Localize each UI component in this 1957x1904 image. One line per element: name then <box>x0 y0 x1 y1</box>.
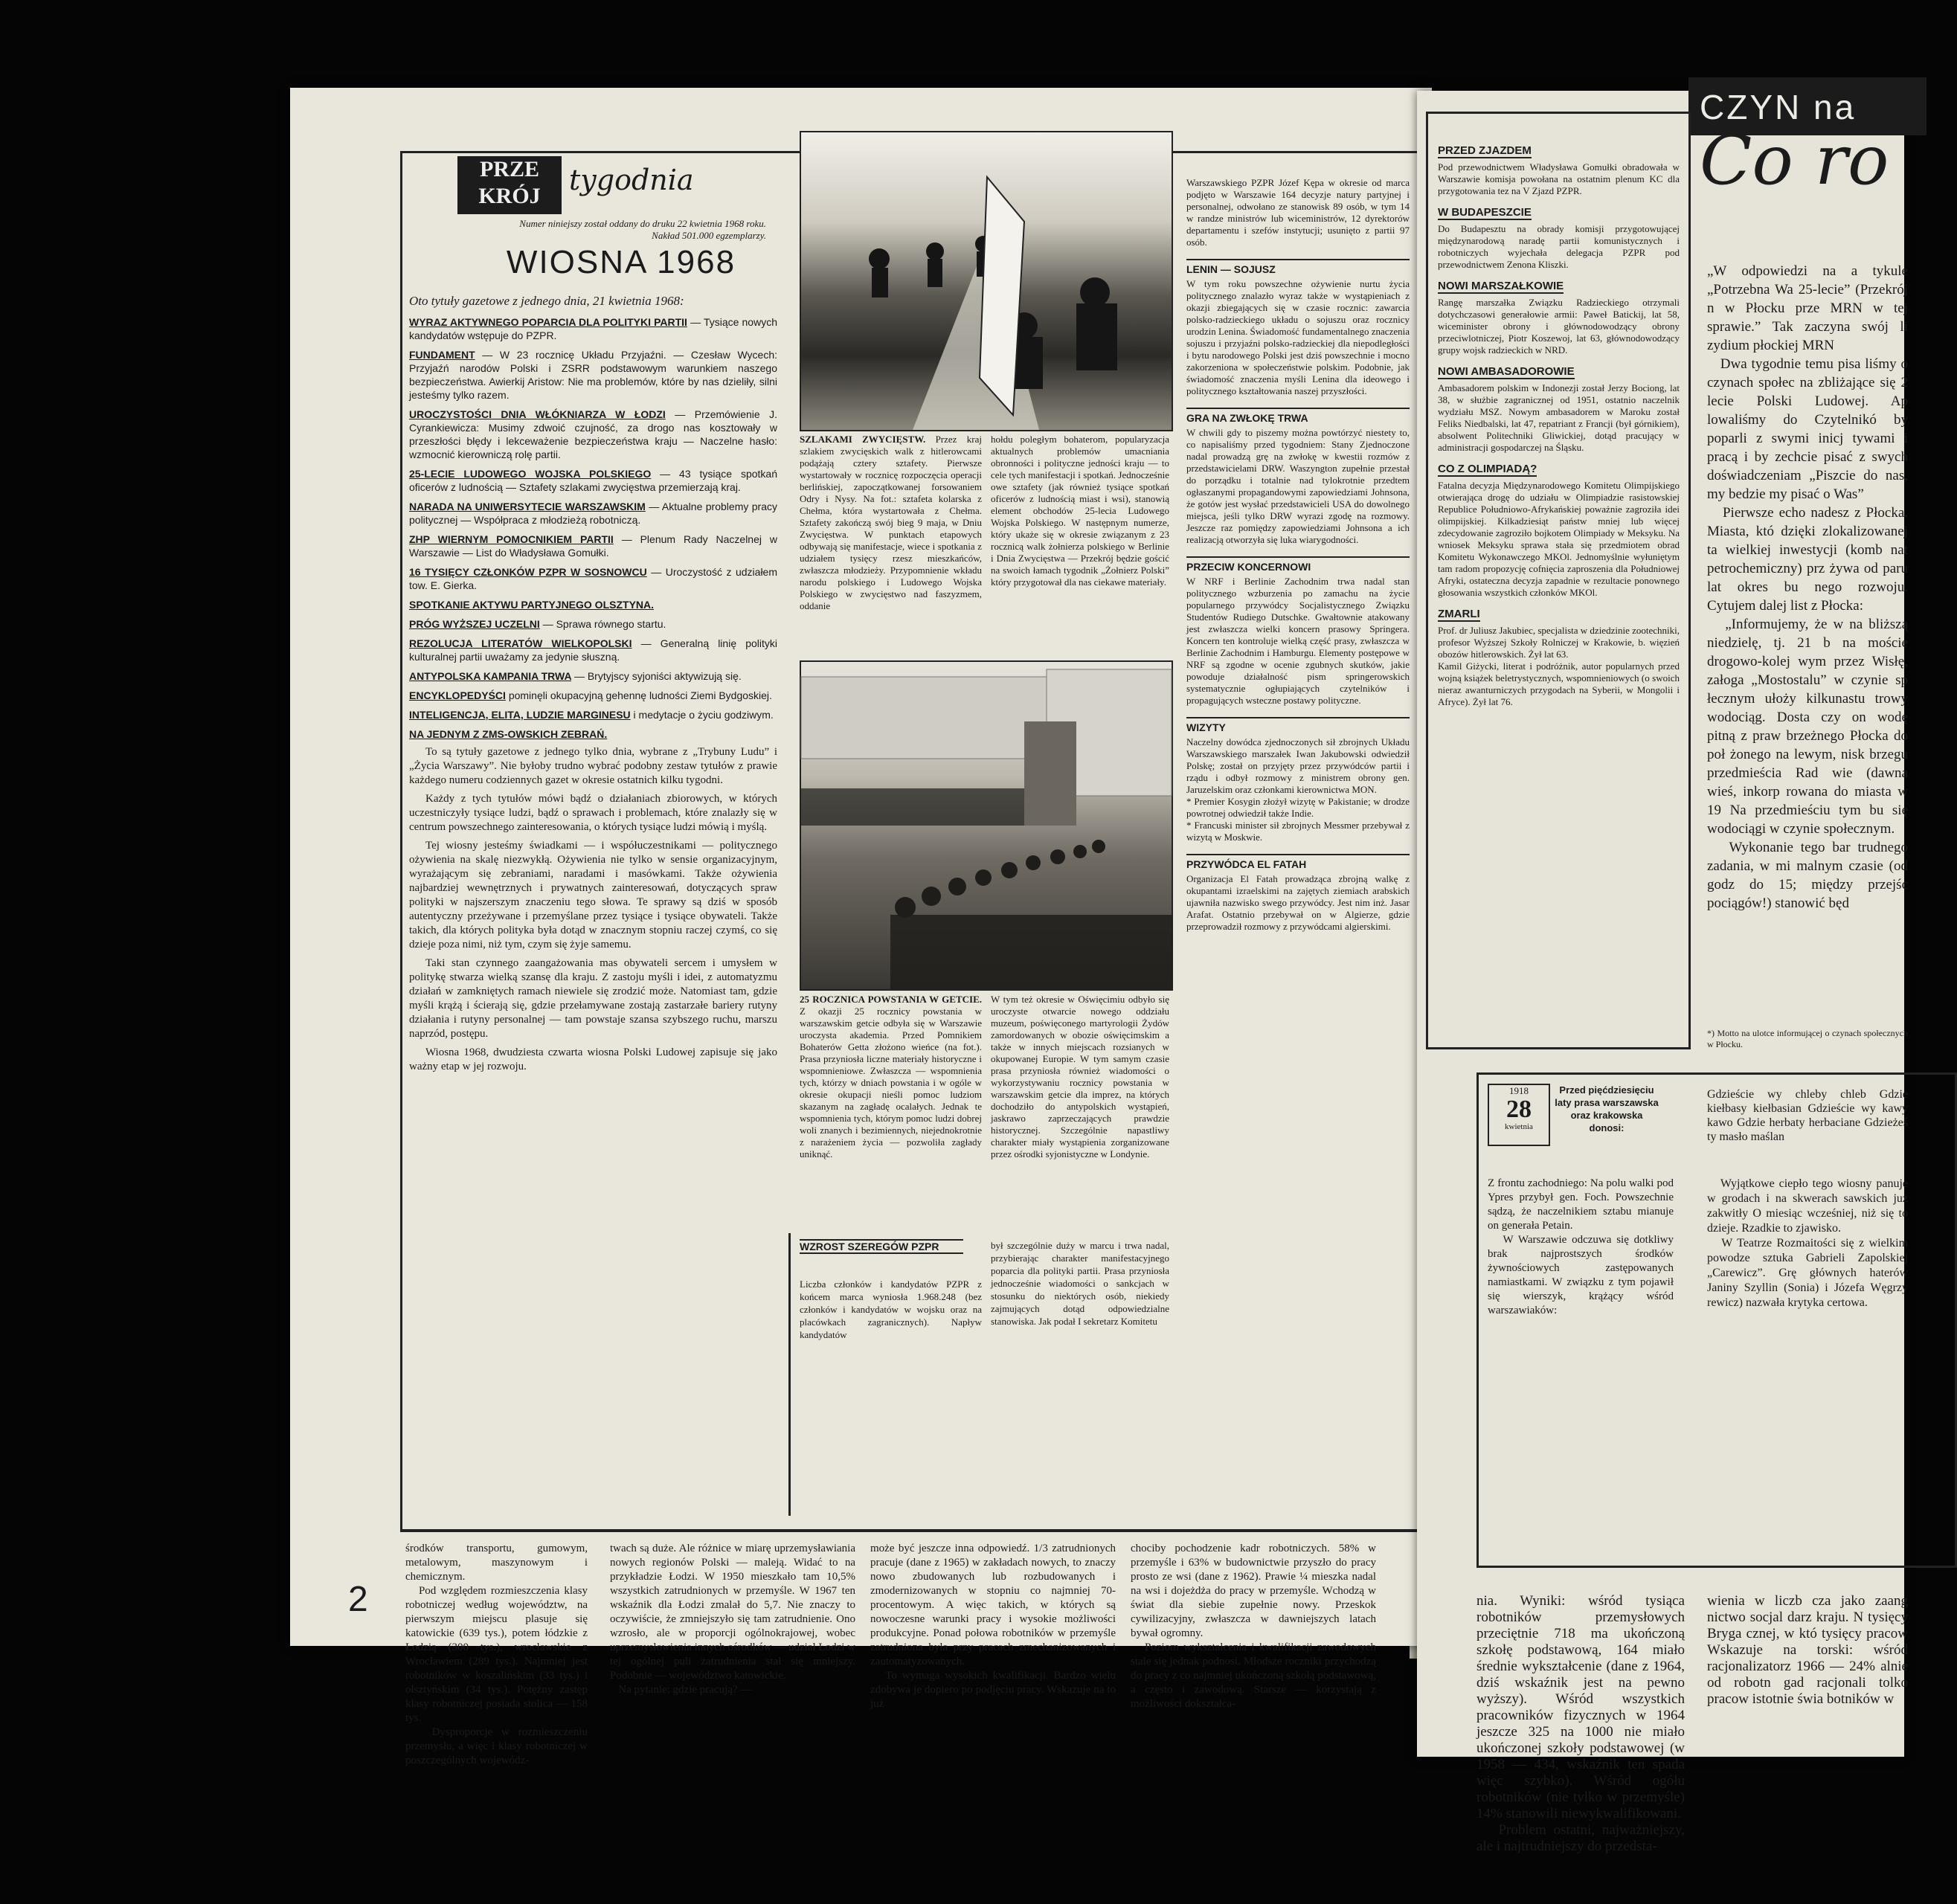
bottom-column: twach są duże. Ale różnice w miarę uprzemysławiania nowych regionów Polski — maleją. Widać to na przykładzie Łodzi. W 1950 mieszkało tam 10,5% wszystkich zatrudnionych w przemyśle. W 1967 ten wskaźnik dla Łodzi zmalał do 5,7. Nie znaczy to oczywiście, że zmniejszyło się tam zatrudnienie. Ono wzrosło, ale w proporcji ogólnokrajowej, wobec uprzemysłowienia innych ośrodków — udział Łodzi w tej ogólnej puli zatrudnienia stał się mniejszy. Podobnie — województwo katowickie. Na pytanie: gdzie pracują? — <box>610 1543 855 1696</box>
sidebar-heading: ZMARLI <box>1438 608 1480 620</box>
headline-item <box>409 637 780 663</box>
przekroj-logo: PRZE KRÓJ <box>457 156 562 214</box>
headline-item <box>409 500 780 527</box>
column-divider <box>788 1233 791 1516</box>
news-heading: PRZYWÓDCA EL FATAH <box>1186 854 1410 870</box>
headline-item <box>409 533 780 559</box>
headline-text: pominęli okupacyjną gehennę ludności Ziemi Bydgoskiej. <box>508 689 772 701</box>
headline-title: REZOLUCJA LITERATÓW WIELKOPOLSKI <box>409 637 632 649</box>
news-text: W chwili gdy to piszemy można powtórzyć niestety to, co napisaliśmy przed tygodniem: Stany Zjednoczone nadal prowadzą grę na zwłokę w kwestii rozmów z przedstawicielami DRW. Waszyngton zupełnie przestał do porządku i totalnie nad tylokrotnie przedtem ogłaszanymi propagandowymi zapowiedziami Johnsona, że gotów jest wysłać przedstawicieli USA do dowolnego miejsca, jeśli tylko DRW wyrazi zgodę na rozmowy. Jeszcze raz pomiędzy zapowiedziami Johnsona a ich realizacją otworzyła się luka wiarygodności. <box>1186 427 1413 545</box>
sidebar-text: Prof. dr Juliusz Jakubiec, specjalista w dziedzinie zootechniki, profesor Wyższej Szkoły Rolniczej w Krakowie, b. więzień obozów hitlerowskich. Żył lat 63. Kamil Giżycki, literat i podróżnik, autor popularnych przed wojną książek beletrystycznych, wspomnieniowych (o swoich nieraz awanturniczych przygodach na Syberii, w Mongolii i Afryce). Żył lat 76. <box>1438 625 1680 707</box>
sidebar-heading: NOWI AMBASADOROWIE <box>1438 365 1575 378</box>
headline-item <box>409 315 780 342</box>
left-page <box>290 88 1432 1766</box>
main-article <box>409 292 780 1074</box>
article-paragraph: Taki stan czynnego zaangażowania mas obywateli sercem i umysłem w politykę stwarza wielką szansę dla kraju. Z zastoju myśli i idei, z automatyzmu działań w zamkniętych ramach niewiele się zrodzić może. Natomiast tam, gdzie myśli krążą i ścierają się, gdzie przełamywane zostają zastarzałe bariery rutyny działania i rutyny personalnej — tam powstaje szansa szybszego ruchu, marszu naprzód, postępu. <box>409 957 780 1040</box>
headline-text: — 43 tysiące spotkań oficerów z ludnością — Sztafety szlakami zwycięstwa przemierzają kraj. <box>409 468 780 493</box>
fifty-years-text2: Wyjątkowe ciepło tego wiosny panuje w grodach i na skwerach sawskich już zakwitły O miesiąc wcześniej, niż się to dzieje. Rzadkie to zjawisko. W Teatrze Rozmaitości się z wielkim powodze sztuka Gabrieli Zapolskiej „Carewicz”. Grę głównych haterów Janiny Szyllin (Sonia) i Józefa Węgrzy rewicz) nazwała krytyka certowa. <box>1707 1177 1909 1309</box>
headline-title: PRÓG WYŻSZEJ UCZELNI <box>409 618 540 630</box>
wzrost-text-a: Liczba członków i kandydatów PZPR z końcem marca wyniosła 1.968.248 (bez członków i kandydatów w wojsku oraz na placówkach zagranicznych). Napływ kandydatów <box>800 1279 985 1340</box>
bottom-text-a: nia. Wyniki: wśród tysiąca robotników przemysłowych przeciętnie 718 ma ukończoną szkołę podstawową, 164 miało średnie wykształcenie (dane z 1964, dziś wskaźnik jest na pewno wyższy). Wśród wszystkich pracowników fizycznych w 1964 jeszcze 325 na 1000 nie miało ukończonej szkoły podstawowej (w 1958 — 434, wskaźnik ten spada więc szybko). Wśród ogółu robotników (nie tylko w przemyśle) 14% stanowili niewykwalifikowani. Problem ostatni, najważniejszy, ale i najtrudniejszy do przedsta- <box>1476 1593 1685 1854</box>
czyn-banner: CZYN na <box>1700 88 1857 126</box>
sidebar-heading: NOWI MARSZAŁKOWIE <box>1438 280 1564 292</box>
headline-text: — Tysiące nowych kandydatów wstępuje do PZPR. <box>409 316 780 341</box>
headline-title: ZHP WIERNYM POMOCNIKIEM PARTII <box>409 533 614 545</box>
sidebar-text: Fatalna decyzja Międzynarodowego Komitetu Olimpijskiego otwierająca drogę do udziału w Olimpiadzie rasistowskiej Republice Południowo-Afrykańskiej poważnie zagroziła idei olimpijskiej. Kilkadziesiąt państw mniej lub więcej zdecydowanie zagroziło bojkotem Olimpiady w Meksyku. Na wniosek Meksyku sprawa stała się przedmiotem obrad Komitetu Wykonawczego MKOl. Jednomyślnie wyłuniętym tam radom propozycję cofnięcia zaproszenia dla Południowej Afryki, ostateczna decyzja zapadnie w rezultacie ponownego głosowania wszystkich członków MKOl. <box>1438 480 1683 598</box>
headline-item <box>409 467 780 494</box>
headline-title: NA JEDNYM Z ZMS-OWSKICH ZEBRAŃ. <box>409 728 608 740</box>
news-heading: PRZECIW KONCERNOWI <box>1186 556 1410 573</box>
article-paragraph: Wiosna 1968, dwudziesta czwarta wiosna Polski Ludowej zapisuje się jako ważny etap w jej rozwoju. <box>409 1046 780 1072</box>
headline-item <box>409 669 777 683</box>
kepa-text: Warszawskiego PZPR Józef Kępa w okresie od marca podjęto w Warszawie 164 decyzje natury partyjnej i personalnej, odwołano ze stanowisk 89 osób, w tym 14 w randze ministrów lub wiceministrów, 12 dyrektorów departamentu i szefów instytucji; usunięto z partii 97 osób. <box>1186 177 1413 248</box>
headline-text: — Aktualne problemy pracy politycznej — Współpraca z młodzieżą robotniczą. <box>409 501 780 526</box>
article-paragraph: To są tytuły gazetowe z jednego tylko dnia, wybrane z „Trybuny Ludu” i „Życia Warszawy”. Nie byłoby trudno wybrać podobny zestaw tytułów z prawie każdego numeru codziennych gazet w okresie ostatnich kilku tygodni. <box>409 746 780 786</box>
headline-title: UROCZYSTOŚCI DNIA WŁÓKNIARZA W ŁODZI <box>409 408 666 420</box>
wzrost-text-b: był szczególnie duży w marcu i trwa nadal, przybierając charakter manifestacyjnego poparcia dla polityki partii. Prasa przyniosła jednocześnie wiadomości o sankcjach w stosunku do niektórych osób, niekiedy zajmujących dotąd odpowiedzialne stanowiska. Jak podał I sekretarz Komitetu <box>991 1240 1172 1327</box>
motorcycle-relay-photo <box>800 131 1173 431</box>
photo1-caption-title: SZLAKAMI ZWYCIĘSTW. <box>800 434 926 445</box>
sidebar-text: Rangę marszałka Związku Radzieckiego otrzymali dotychczasowi generałowie armii: Paweł Batickij, lat 58, wiceminister obrony i głównodowodzący obrony przeciwlotniczej, Piotr Koszewoj, lat 63, głównodowodzący grupy wojsk radzieckich w NRD. <box>1438 297 1683 356</box>
news-text: Naczelny dowódca zjednoczonych sił zbrojnych Układu Warszawskiego marszałek Iwan Jakubowski odwiedził Polskę; został on przyjęty przez przywódców partii i rządu i odbył rozmowy z ministrem obrony gen. Jaruzelskim oraz członkami kierownictwa MON. * Premier Kosygin złożył wizytę w Pakistanie; w drodze powrotnej odwiedził także Indie. * Francuski minister sił zbrojnych Messmer przebywał z wizytą w Moskwie. <box>1186 736 1410 843</box>
right-page <box>1417 88 1912 1854</box>
headline-title: NARADA NA UNIWERSYTECIE WARSZAWSKIM <box>409 501 646 512</box>
headline-item <box>409 408 780 461</box>
poem: Gdzieście wy chleby chleb Gdzie kiełbasy kiełbasian Gdzieście wy kawy kawo Gdzie herbaty herbaciane Gdzieżeś ty masło maślan <box>1707 1088 1911 1143</box>
headline-title: 16 TYSIĘCY CZŁONKÓW PZPR W SOSNOWCU <box>409 566 647 578</box>
headline-item <box>409 727 777 741</box>
photo1-caption-a: SZLAKAMI ZWYCIĘSTW. Przez kraj szlakiem zwycięskich walk z hitlerowcami podążają cztery sztafety. Pierwsze wystartowały w rocznicę rozpoczęcia operacji berlińskiej, zapoczątkowanej forsowaniem Odry i Nysy. Na fot.: sztafeta kolarska z Chełma, która wystartowała z Chełma. Sztafety zakończą swój bieg 9 maja, w Dniu Zwycięstwa. W punktach etapowych odbywają się manifestacje, wiece i spotkania z udziałem tysięcy rzesz mieszkańców, zwłaszcza młodzieży. Przypomnienie wkładu narodu polskiego i Ludowego Wojska Polskiego w zwycięstwo nad faszyzmem, oddanie <box>800 434 985 611</box>
sidebar-heading: CO Z OLIMPIADĄ? <box>1438 463 1537 475</box>
headline-item <box>409 617 777 631</box>
headline-title: SPOTKANIE AKTYWU PARTYJNEGO OLSZTYNA. <box>409 599 655 611</box>
headline-title: WYRAZ AKTYWNEGO POPARCIA DLA POLITYKI PARTII <box>409 316 687 328</box>
bottom-text-b: wienia w liczb cza jako zaang nictwo socjal darz kraju. N tysięcy Bryga cznej, w któ tysięcy pracow Wskazuje na torski: wśród racjonalizatorz 1966 — 24% alnie od robotn gad racjonali tolko pracow istotnie świa botników w <box>1707 1593 1912 1707</box>
news-text: Organizacja El Fatah prowadząca zbrojną walkę z okupantami izraelskimi na zajętych ziemiach arabskich ujawniła nazwisko swego przywódcy. Jest nim inż. Jasar Arafat. Ostatnio przebywał on w Algierze, gdzie przeprowadził rozmowy z przywódcami algierskimi. <box>1186 873 1413 932</box>
ghetto-photo-art <box>801 662 1172 989</box>
photo1-caption-b: hołdu poległym bohaterom, popularyzacja aktualnych problemów umacniania obronności i polityczne jedności kraju — to cele tych manifestacji i spotkań. Jednocześnie owe sztafety (jak również tysiące spotkań oficerów z ludnością miast i wsi), stanowią element obchodów 25-lecia Ludowego Wojska Polskiego. W następnym numerze, który ukaże się w okresie związanym z 23 rocznicą walk żołnierza polskiego w Berlinie i Dnia Zwycięstwa — Przekrój będzie gościć na swoich łamach tygodnik „Żołnierz Polski” który przygotował dla nas ciekawe materiały. <box>991 434 1172 588</box>
headline-text: — Plenum Rady Naczelnej w Warszawie — List do Władysława Gomułki. <box>409 533 780 559</box>
script-title: Co ro <box>1700 120 1889 200</box>
bottom-column: może być jeszcze inna odpowiedź. 1/3 zatrudnionych pracuje (dane z 1965) w zakładach nowych, to znaczy nowo zbudowanych lub rozbudowanych i zmodernizowanych w stopniu co najmniej 70-procentowym. A więc takich, w których są nowoczesne warunki pracy i wysokie możliwości produkcyjne. Ponad połowa robotników w przemyśle zatrudniona była przy pracach zmechanizowanych i zautomatyzowanych. To wymaga wysokich kwalifikacji. Bardzo wielu zdobywa je dopiero po podjęciu pracy. Wskazuje na to już <box>870 1543 1116 1710</box>
article-intro: Oto tytuły gazetowe z jednego dnia, 21 kwietnia 1968: <box>409 294 684 308</box>
fifty-years-text: Z frontu zachodniego: Na polu walki pod Ypres przybył gen. Foch. Powszechnie sądzą, że naczelnikiem sztabu mianuje on generała Petain. W Warszawie odczuwa się dotkliwy brak najprostszych środków żywnościowych zastępowanych namiastkami. W związku z tym pojawił się wierszyk, krążący wśród warszawiaków: <box>1488 1177 1674 1316</box>
headline-text: — Generalną linię polityki kulturalnej partii uważamy za jedynie słuszną. <box>409 637 780 663</box>
page-number: 2 <box>348 1580 368 1619</box>
headline-title: FUNDAMENT <box>409 349 475 361</box>
bottom-column: chociby pochodzenie kadr robotniczych. 58% w przemyśle i 63% w budownictwie przyszło do pracy prosto ze wsi (dane z 1962). Prawie ¼ mieszka nadal na wsi i dojeżdża do pracy w przemyśle. Wchodzą w świat dla siebie zupełnie nowy. Przeskok cywilizacyjny, zwłaszcza w dawniejszych latach bywał ogromny. Poziom wykształcenia i kwalifikacji zawodowych stale się jednak podnosi. Młodsze roczniki przychodzą do pracy z co najmniej ukończoną szkołą podstawową, a często i zawodową. Starsze — korzystają z możliwości dokształca- <box>1131 1543 1376 1710</box>
headline-title: ANTYPOLSKA KAMPANIA TRWA <box>409 670 572 682</box>
article-paragraph: Tej wiosny jesteśmy świadkami — i współuczestnikami — politycznego ożywienia na skalę niezwykłą. Ożywienia nie tylko w sensie organizacyjnym, wyrażającym się zebraniami, naradami i masówkami. Także ożywienia najbardziej wewnętrznych i prywatnych zainteresowań, dotyczących spraw polityki w najszerszym znaczeniu tego słowa. Te sprawy są dziś w sposób autentyczny przeżywane i przemyślane przez tysiące i tysiące obywateli. Także takich, dla których polityka była dotąd w znacznym stopniu raczej czymś, co się dzieje poza nimi, niż tym, czym się żyje samemu. <box>409 840 780 951</box>
news-column <box>1186 177 1413 933</box>
sidebar-text: Ambasadorem polskim w Indonezji został Jerzy Bociong, lat 38, w służbie zagranicznej od 1951, ostatnio naczelnik wydziału MSZ. Nowym ambasadorem w Maroku został Feliks Niedbalski, lat 47, repatriant z Francji (był górnikiem), absolwent Politechniki Gliwickiej, dotąd pracujący w administracji gospodarczej na Śląsku. <box>1438 382 1683 453</box>
headline-text: — W 23 rocznicę Układu Przyjaźni. — Czesław Wycech: Przyjaźń narodów Polski i ZSRR podstawowym warunkiem naszego bezpieczeństwa. Awierkij Aristow: Nie ma problemów, które by nas dzieliły, silni jesteśmy tylko razem. <box>409 349 780 401</box>
motorcycle-photo-art <box>801 132 1172 430</box>
headline-title: INTELIGENCJA, ELITA, LUDZIE MARGINESU <box>409 709 631 721</box>
fifty-years-heading: Przed pięćdziesięciu laty prasa warszawska oraz krakowska donosi: <box>1555 1084 1659 1133</box>
headline-title: 25-LECIE LUDOWEGO WOJSKA POLSKIEGO <box>409 468 652 480</box>
headline-list <box>409 315 780 741</box>
sidebar-heading: PRZED ZJAZDEM <box>1438 144 1532 157</box>
ghetto-anniversary-photo <box>800 660 1173 991</box>
sidebar-text: Do Budapesztu na obrady komisji przygotowującej międzynarodową naradę partii komunistycznych i robotniczych wyjechała delegacja PZPR pod przewodnictwem Zenona Kliszki. <box>1438 223 1683 270</box>
sidebar-heading: W BUDAPESZCIE <box>1438 206 1532 219</box>
news-heading: LENIN — SOJUSZ <box>1186 259 1410 275</box>
headline-item <box>409 598 777 611</box>
headline-item <box>409 708 777 721</box>
czyn-article-text: „W odpowiedzi na a tykule „Potrzebna Wa 25-lecie” (Przekrój n w Płocku prze MRN w tej sprawie.” Tak zaczyna swój li zydium płockiej MRN Dwa tygodnie temu pisa liśmy o czynach społec na zbliżające się 2 lecie Polski Ludowej. Ap lowaliśmy do Czytelnikó by poparli z swymi inicj tywami i pracą i by zechcie pisać z swych doświadczeniam „Piszcie do nas, my bedzie my pisać o Was” Pierwsze echo nadesz z Płocka. Miasta, któ dzięki zlokalizowanej ta wielkiej inwestycji (komb nat petrochemiczny) prz żywa od paru lat okres bu nego rozwoju. Cytujem dalej list z Płocka: „Informujemy, że w na bliższą niedzielę, tj. 21 b na moście drogowo-kolej wym przez Wisłę, załoga „Mostostalu” w czynie sp łecznym ułoży kilkunastu trowy wodociąg. Dosta czy on wodę pitną z praw brzeżnego Płocka do poł żonego na lewym, nisk brzegu przedmieścia Rad wie (dawna wieś, inkorp rowana do miasta w 19 Na przedmieściu tym bu się wodociągi w czynie społecznym. Wykonanie tego bar trudnego zadania, w mi malnym czasie (od godz do 15; między przejśc pociągów!) stanowić będ <box>1707 263 1909 911</box>
czyn-footnote: *) Motto na ulotce informującej o czynach społecznych w Płocku. <box>1707 1028 1910 1049</box>
headline-text: — Brytyjscy syjoniści aktywizują się. <box>573 670 742 682</box>
headline-text: — Przemówienie J. Cyrankiewicza: Musimy zdwoić czujność, za drogo nas kosztowały w przeszłości błędy i lekceważenie bezpieczeństwa kraju — Naczelne hasło: wzmocnić kierowniczą rolę partii. <box>409 408 780 460</box>
photo2-caption-title: 25 ROCZNICA POWSTANIA W GETCIE. <box>800 994 982 1005</box>
headline-text: — Uroczystość z udziałem tow. E. Gierka. <box>409 566 780 591</box>
sidebar-text: Pod przewodnictwem Władysława Gomułki obradowała w Warszawie komisja powołana na ostatnim plenum KC dla przygotowania tez na V Zjazd PZPR. <box>1438 161 1683 196</box>
article-body <box>409 745 780 1074</box>
headline-item <box>409 565 780 592</box>
news-text: W tym roku powszechne ożywienie nurtu życia politycznego znalazło wyraz także w wystąpieniach z okazji zbiegających się w czasie rocznic: zawarcia polsko-radzieckiego układu o sojuszu oraz rocznicy urodzin Lenina. Świadomość fundamentalnego znaczenia sojuszu i przyjaźni polsko-radzieckiej dla niepodległości i bytu narodowego Polski jest dziś powszechnie i mocno zakorzeniona w społeczeństwie polskim. Podobnie, jak świadomość znaczenia myśli Lenina dla ideowego i politycznego kształtowania naszej przyszłości. <box>1186 278 1413 396</box>
headline-item <box>409 689 777 702</box>
article-title: WIOSNA 1968 <box>506 244 736 280</box>
headline-title: ENCYKLOPEDYŚCI <box>409 689 506 701</box>
bottom-rule <box>400 1531 1419 1532</box>
date-box: 1918 28 kwietnia <box>1488 1084 1550 1146</box>
wzrost-title: WZROST SZEREGÓW PZPR <box>800 1239 963 1254</box>
news-text: W NRF i Berlinie Zachodnim trwa nadal stan politycznego wzburzenia po zamachu na życie popularnego przywódcy Socjalistycznego Związku Studentów Rudiego Dutschke. Gwałtownie atakowany jest zwłaszcza wielki koncern prasowy Springera. Koncern ten kontroluje wielką część prasy, zwłaszcza w Berlinie Zachodnim i Hamburgu. Elementy postępowe w NRF są zgodne w ocenie zgubnych skutków, jakie powoduje działalność pism springerowskich systematycznie ogłupiających czytelników i propagujących wsteczne postawy polityczne. <box>1186 576 1413 706</box>
bottom-column: środków transportu, gumowym, metalowym, maszynowym i chemicznym. Pod względem rozmieszczenia klasy robotniczej według województw, na pierwszym miejscu plasuje się katowickie (639 tys.), potem łódzkie z Łodzią (300 tys.), wrocławskie z Wrocławiem (289 tys.). Najmniej jest robotników w koszalińskim (33 tys.) i olsztyńskim (34 tys.). Potężny zastęp klasy robotniczej posiada stolica — 158 tys. Dysproporcje w rozmieszczeniu przemysłu, a więc i klasy robotniczej w poszczególnych wojewódz- <box>405 1543 588 1766</box>
section-title: tygodnia <box>569 164 694 196</box>
news-sidebar <box>1438 135 1683 708</box>
headline-item <box>409 348 780 402</box>
print-note: Numer niniejszy został oddany do druku 22 kwietnia 1968 roku. Nakład 501.000 egzemplarzy. <box>519 218 769 241</box>
article-paragraph: Każdy z tych tytułów mówi bądź o działaniach zbiorowych, w których uczestniczyły tysiące ludzi, bądź o sprawach i problemach, które znalazły się w centrum powszechnego zainteresowania, o których tysiące ludzi mówią i myślą. <box>409 793 780 833</box>
news-heading: WIZYTY <box>1186 717 1410 733</box>
headline-text: — Sprawa równego startu. <box>542 618 666 630</box>
photo2-caption-a: 25 ROCZNICA POWSTANIA W GETCIE. Z okazji 25 rocznicy powstania w warszawskim getcie odbyła się w Warszawie uroczysta akademia. Przed Pomnikiem Bohaterów Getta złożono wieńce (na fot.). Prasa przyniosła liczne materiały historyczne i wspomnieniowe. Zwłaszcza — wspomnienia tych, którzy w dniach powstania i w ogóle w okresie okupacji nieśli pomoc ludziom skazanym na zagładę ocalałych. Jednak te wspomnienia tych, którym pomoc ludzi dobrej woli znanych i bezimiennych, niejednokrotnie z narażeniem życia — pozwoliła zagłady uniknąć. <box>800 994 985 1160</box>
news-heading: GRA NA ZWŁOKĘ TRWA <box>1186 408 1410 424</box>
headline-text: i medytacje o życiu godziwym. <box>633 709 774 721</box>
photo2-caption-b: W tym też okresie w Oświęcimiu odbyło się uroczyste otwarcie nowego oddziału muzeum, poświęconego martyrologii Żydów zamordowanych w obozie oświęcimskim a także w innych miejscach rozsianych w okupowanej Europie. W tym samym czasie prasa przyniosła również wiadomości o wykorzystywaniu rocznicy powstania w warszawskim getcie dla imprez, na których dochodziło do antypolskich wystąpień, jaskrawo zaprzeczających prawdzie historycznej. Szczególnie napastliwy charakter miały wystąpienia zorganizowane przez ośrodki syjonistyczne w Londynie. <box>991 994 1172 1160</box>
fifty-years-frame <box>1476 1072 1957 1568</box>
